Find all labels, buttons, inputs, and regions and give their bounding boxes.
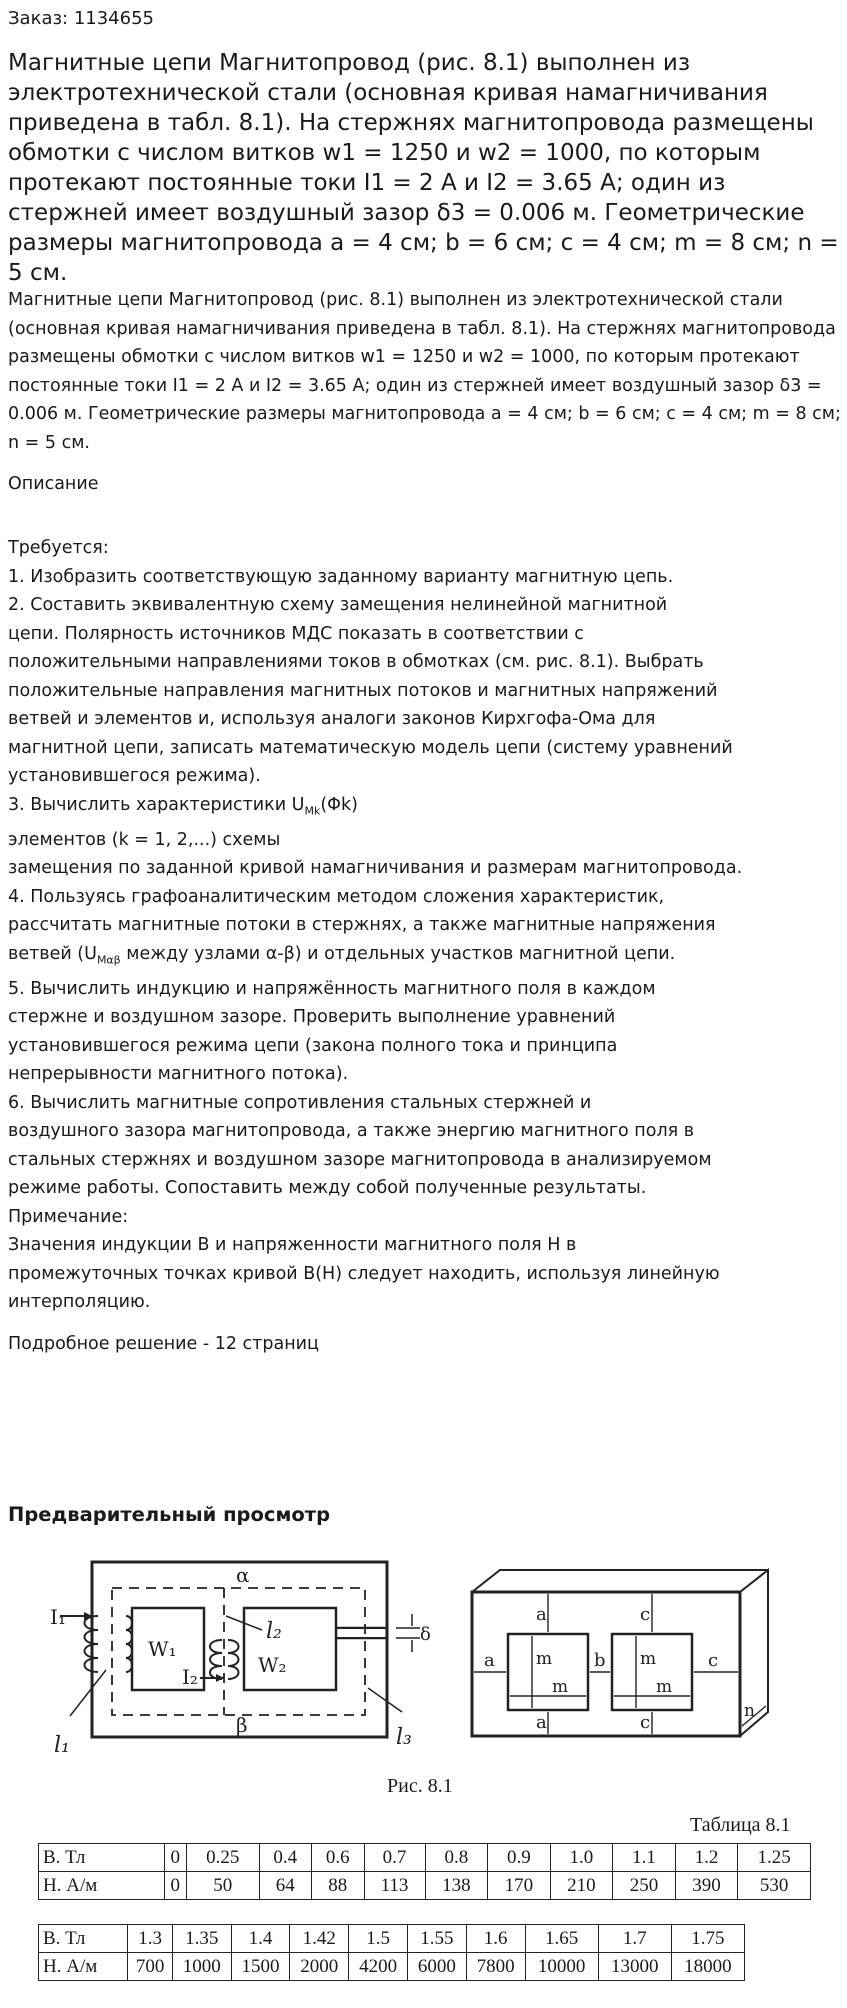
table-cell: 1.5: [349, 1925, 408, 1953]
l3-leader: [368, 1688, 402, 1712]
table-cell: 0.8: [425, 1844, 488, 1872]
req-line: установившегося режима).: [8, 766, 261, 786]
req-line: Требуется:: [8, 538, 109, 558]
req-line: ветвей и элементов и, используя аналоги законов Кирхгофа-Ома для: [8, 709, 656, 729]
requirements-block: [8, 534, 843, 1317]
req-line: установившегося режима цепи (закона полного тока и принципа: [8, 1035, 618, 1056]
winding-w2: [210, 1640, 222, 1679]
core-3d-window-right: [612, 1634, 692, 1710]
table-cell: 0.4: [259, 1844, 311, 1872]
req-line: интерполяцию.: [8, 1292, 151, 1312]
req-line: Значения индукции B и напряженности магнитного поля H в: [8, 1235, 577, 1255]
req-text: (Φk): [320, 794, 358, 815]
label-alpha: α: [236, 1563, 250, 1587]
label-l2: l₂: [266, 1619, 282, 1644]
table-cell: 170: [488, 1872, 551, 1900]
req-line: [8, 940, 843, 975]
label-b: b: [594, 1650, 606, 1671]
req-line: непрерывности магнитного потока).: [8, 1064, 349, 1084]
table-row: [39, 1872, 811, 1900]
req-line: магнитной цепи, записать математическую модель цепи (систему уравнений: [8, 737, 733, 758]
label-m-left-horiz: m: [552, 1677, 569, 1697]
table-cell: 530: [738, 1872, 811, 1900]
table-cell: 2000: [290, 1953, 349, 1981]
intro-paragraph: Магнитные цепи Магнитопровод (рис. 8.1) выполнен из электротехнической стали (основная кривая намагничивания приведена в табл. 8.1). На стержнях магнитопровода размещены обмотки с числом витков w1 = 1250 и w2 = 1000, по которым протекают постоянные токи I1 = 2 А и I2 = 3.65 А; один из стержней имеет воздушный зазор δ3 = 0.006 м. Геометрические размеры магнитопровода a = 4 см; b = 6 см; c = 4 см; m = 8 см; n = 5 см.: [8, 290, 841, 453]
req-line: замещения по заданной кривой намагничивания и размерам магнитопровода.: [8, 858, 743, 878]
table-cell: 50: [186, 1872, 259, 1900]
req-line: положительные направления магнитных потоков и магнитных напряжений: [8, 680, 718, 701]
table-row: [39, 1925, 745, 1953]
req-line: 4. Пользуясь графоаналитическим методом сложения характеристик,: [8, 886, 665, 907]
table-cell: 1.3: [128, 1925, 172, 1953]
winding-w2-right: [228, 1640, 239, 1679]
table-cell: 1.6: [466, 1925, 525, 1953]
table-cell: 64: [259, 1872, 311, 1900]
core-3d-front: [472, 1592, 740, 1736]
label-l1: l₁: [54, 1733, 70, 1758]
table-cell: 210: [550, 1872, 613, 1900]
core-3d-window-left: [508, 1634, 588, 1710]
label-c-bottom: c: [640, 1712, 651, 1733]
solution-info: Подробное решение - 12 страниц: [8, 1334, 319, 1354]
label-beta: β: [236, 1713, 248, 1737]
req-line: стержне и воздушном зазоре. Проверить выполнение уравнений: [8, 1007, 616, 1027]
req-line: [8, 791, 843, 826]
req-line: 5. Вычислить индукцию и напряжённость магнитного поля в каждом: [8, 978, 656, 999]
table-cell: 13000: [598, 1953, 671, 1981]
table-cell: 18000: [671, 1953, 744, 1981]
table-cell: 1.35: [172, 1925, 231, 1953]
req-line: элементов (k = 1, 2,...) схемы: [8, 829, 281, 850]
table-caption: Таблица 8.1: [690, 1814, 791, 1836]
req-text: 3. Вычислить характеристики U: [8, 794, 305, 815]
req-line: Примечание:: [8, 1206, 129, 1227]
label-c-right: c: [708, 1650, 719, 1671]
table-cell: 4200: [349, 1953, 408, 1981]
table-cell: 6000: [407, 1953, 466, 1981]
table-row: [39, 1844, 811, 1872]
magnetic-circuit-figure: [0, 1520, 847, 1770]
table-row: [39, 1953, 745, 1981]
label-delta: δ: [420, 1624, 431, 1645]
table-cell: 138: [425, 1872, 488, 1900]
table-cell: 1.0: [550, 1844, 613, 1872]
core-window-right: [244, 1608, 336, 1690]
table-cell: 113: [364, 1872, 425, 1900]
table-header-h: H. А/м: [39, 1953, 128, 1981]
table-cell: 1.65: [525, 1925, 598, 1953]
page-title: Магнитные цепи Магнитопровод (рис. 8.1) выполнен из электротехнической стали (основная кривая намагничивания приведена в табл. 8.1). На стержнях магнитопровода размещены обмотки с числом витков w1 = 1250 и w2 = 1000, по которым протекают постоянные токи I1 = 2 А и I2 = 3.65 А; один из стержней имеет воздушный зазор δ3 = 0.006 м. Геометрические размеры магнитопровода a = 4 см; b = 6 см; c = 4 см; m = 8 см; n = 5 см.: [8, 50, 839, 286]
label-i2: I₂: [182, 1665, 198, 1689]
label-n: n: [744, 1701, 755, 1721]
req-line: воздушного зазора магнитопровода, а также энергию магнитного поля в: [8, 1121, 695, 1141]
label-c-top: c: [640, 1604, 651, 1625]
table-cell: 700: [128, 1953, 172, 1981]
label-a-left: a: [484, 1650, 495, 1671]
req-line: режиме работы. Сопоставить между собой полученные результаты.: [8, 1178, 647, 1198]
table-cell: 1.75: [671, 1925, 744, 1953]
table-cell: 1.25: [738, 1844, 811, 1872]
bh-table-2: [38, 1924, 745, 1981]
label-l3: l₃: [396, 1725, 412, 1750]
table-cell: 0.6: [312, 1844, 364, 1872]
description-heading: Описание: [8, 474, 99, 494]
table-cell: 0.25: [186, 1844, 259, 1872]
table-cell: 10000: [525, 1953, 598, 1981]
label-m-left-vert: m: [536, 1649, 553, 1669]
label-m-right-horiz: m: [656, 1677, 673, 1697]
l1-leader: [70, 1670, 106, 1716]
table-cell: 7800: [466, 1953, 525, 1981]
table-cell: 0.7: [364, 1844, 425, 1872]
table-cell: 1500: [231, 1953, 290, 1981]
table-cell: 0: [164, 1844, 186, 1872]
label-i1: I₁: [50, 1605, 66, 1629]
subscript: Mαβ: [96, 953, 121, 966]
req-line: стальных стержнях и воздушном зазоре магнитопровода в анализируемом: [8, 1149, 712, 1170]
label-w2: W₂: [258, 1653, 287, 1677]
table-header-b: B. Тл: [39, 1925, 128, 1953]
req-line: рассчитать магнитные потоки в стержнях, а также магнитные напряжения: [8, 915, 716, 935]
table-cell: 1.42: [290, 1925, 349, 1953]
table-cell: 1.2: [675, 1844, 738, 1872]
table-cell: 1.1: [613, 1844, 676, 1872]
req-line: 1. Изобразить соответствующую заданному варианту магнитную цепь.: [8, 566, 674, 587]
req-line: 6. Вычислить магнитные сопротивления стальных стержней и: [8, 1092, 592, 1113]
req-text: ветвей (U: [8, 943, 97, 964]
label-m-right-vert: m: [640, 1649, 657, 1669]
req-line: промежуточных точках кривой B(H) следует находить, используя линейную: [8, 1263, 720, 1284]
table-cell: 0.9: [488, 1844, 551, 1872]
figure-caption: Рис. 8.1: [387, 1775, 453, 1797]
req-line: 2. Составить эквивалентную схему замещения нелинейной магнитной: [8, 595, 668, 615]
table-cell: 1.4: [231, 1925, 290, 1953]
label-a-top: a: [536, 1604, 547, 1625]
req-line: положительными направлениями токов в обмотках (см. рис. 8.1). Выбрать: [8, 652, 704, 672]
req-text: между узлами α-β) и отдельных участков магнитной цепи.: [120, 943, 676, 964]
subscript: Mk: [304, 804, 321, 817]
table-cell: 88: [312, 1872, 364, 1900]
table-cell: 1.55: [407, 1925, 466, 1953]
label-a-bottom: a: [536, 1712, 547, 1733]
core-3d-top: [472, 1570, 768, 1592]
table-header-b: B. Тл: [39, 1844, 165, 1872]
table-cell: 250: [613, 1872, 676, 1900]
req-line: цепи. Полярность источников МДС показать в соответствии с: [8, 623, 584, 644]
order-number: Заказ: 1134655: [8, 8, 154, 29]
table-cell: 0: [164, 1872, 186, 1900]
table-header-h: H. А/м: [39, 1872, 165, 1900]
table-cell: 1.7: [598, 1925, 671, 1953]
bh-table-1: [38, 1843, 811, 1900]
table-cell: 1000: [172, 1953, 231, 1981]
preview-heading: Предварительный просмотр: [8, 1503, 331, 1526]
label-w1: W₁: [148, 1637, 177, 1661]
table-cell: 390: [675, 1872, 738, 1900]
